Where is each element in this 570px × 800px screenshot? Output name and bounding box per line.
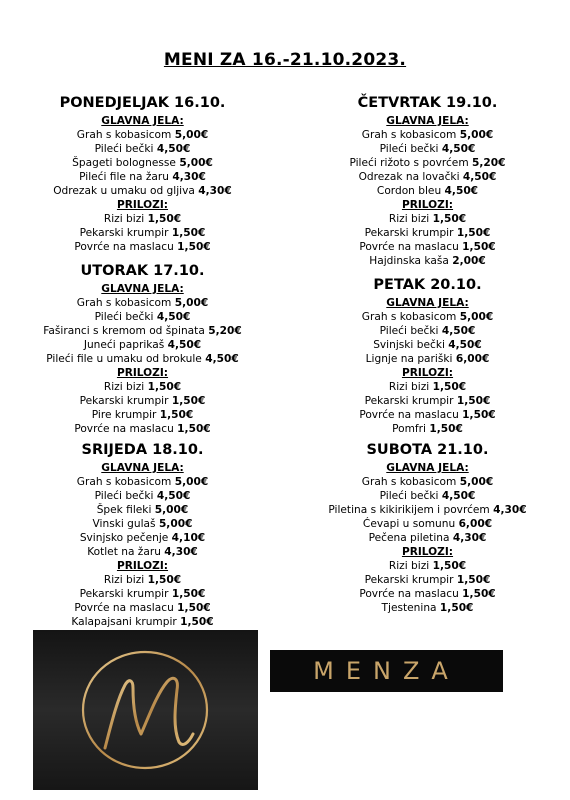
main-dishes-heading: GLAVNA JELA: [386, 462, 469, 474]
day-title: ČETVRTAK 19.10. [357, 95, 498, 111]
dish-name: Pečena piletina [368, 532, 450, 544]
side-price: 1,50€ [171, 227, 206, 239]
side-name: Pekarski krumpir [79, 588, 169, 600]
menu-item [0, 517, 285, 531]
side-price: 1,50€ [180, 616, 214, 628]
day-title: PONEDJELJAK 16.10. [59, 95, 226, 111]
side-name: Tjestenina [381, 602, 437, 614]
dish-name: Odrezak na lovački [358, 171, 460, 183]
side-item [0, 587, 285, 601]
dish-price: 5,00€ [459, 129, 494, 141]
sides-heading: PRILOZI: [401, 199, 454, 211]
side-item [285, 587, 570, 601]
sides-heading: PRILOZI: [116, 199, 169, 211]
dish-name: Pileći rižoto s povrćem [349, 157, 469, 169]
dish-price: 4,50€ [156, 311, 191, 323]
side-price: 1,50€ [432, 213, 467, 225]
side-price: 1,50€ [462, 588, 496, 600]
dish-price: 5,00€ [459, 476, 494, 488]
menu-item [0, 156, 285, 170]
main-dishes-heading: GLAVNA JELA: [386, 115, 469, 127]
side-price: 1,50€ [171, 395, 206, 407]
menu-item [285, 352, 570, 366]
dish-price: 5,00€ [154, 504, 189, 516]
menu-item [285, 170, 570, 184]
dish-name: Pileći bečki [94, 143, 154, 155]
dish-name: Cordon bleu [376, 185, 442, 197]
menu-item [285, 531, 570, 545]
dish-price: 4,50€ [441, 490, 476, 502]
menu-item [0, 531, 285, 545]
dish-price: 4,30€ [198, 185, 232, 197]
dish-name: Grah s kobasicom [361, 311, 457, 323]
side-name: Povrće na maslacu [74, 602, 174, 614]
day-friday [285, 276, 570, 436]
side-item [0, 240, 285, 254]
dish-price: 4,30€ [164, 546, 198, 558]
side-item [0, 212, 285, 226]
dish-price: 5,00€ [174, 476, 209, 488]
side-name: Rizi bizi [103, 213, 145, 225]
menu-item [285, 142, 570, 156]
side-name: Povrće na maslacu [359, 241, 459, 253]
menu-item [285, 310, 570, 324]
side-price: 1,50€ [432, 381, 467, 393]
main-dishes-heading: GLAVNA JELA: [101, 283, 184, 295]
dish-price: 5,00€ [174, 297, 209, 309]
dish-price: 4,50€ [441, 143, 476, 155]
dish-name: Piletina s kikirikijem i povrćem [328, 504, 490, 516]
dish-name: Svinjsko pečenje [79, 532, 169, 544]
day-monday [0, 94, 285, 254]
side-price: 1,50€ [432, 560, 467, 572]
menu-item [0, 352, 285, 366]
dish-price: 5,20€ [472, 157, 506, 169]
day-title: SRIJEDA 18.10. [81, 442, 204, 458]
side-name: Rizi bizi [103, 574, 145, 586]
side-price: 1,50€ [462, 409, 496, 421]
side-name: Rizi bizi [103, 381, 145, 393]
side-name: Povrće na maslacu [359, 588, 459, 600]
dish-name: Špageti bolognesse [72, 157, 176, 169]
dish-name: Grah s kobasicom [76, 476, 172, 488]
menu-item [285, 475, 570, 489]
dish-name: Grah s kobasicom [76, 129, 172, 141]
dish-name: Faširanci s kremom od špinata [43, 325, 205, 337]
day-thursday [285, 94, 570, 268]
side-item [285, 254, 570, 268]
side-item [285, 408, 570, 422]
side-price: 1,50€ [456, 574, 491, 586]
dish-name: Pileći bečki [94, 311, 154, 323]
menu-item [0, 128, 285, 142]
side-name: Pekarski krumpir [364, 227, 454, 239]
side-price: 1,50€ [147, 213, 182, 225]
side-price: 1,50€ [177, 241, 211, 253]
side-name: Rizi bizi [388, 560, 430, 572]
dish-price: 5,00€ [179, 157, 213, 169]
menu-item [0, 324, 285, 338]
menu-item [285, 503, 570, 517]
dish-name: Pileći bečki [379, 490, 439, 502]
side-item [0, 601, 285, 615]
menu-item [0, 503, 285, 517]
sides-heading: PRILOZI: [116, 367, 169, 379]
side-name: Povrće na maslacu [359, 409, 459, 421]
dish-price: 4,50€ [462, 171, 497, 183]
side-price: 1,50€ [171, 588, 206, 600]
dish-name: Grah s kobasicom [361, 129, 457, 141]
side-name: Pire krumpir [91, 409, 157, 421]
sides-heading: PRILOZI: [116, 560, 169, 572]
side-item [285, 394, 570, 408]
dish-name: Svinjski bečki [373, 339, 445, 351]
side-price: 2,00€ [452, 255, 486, 267]
dish-price: 4,50€ [441, 325, 476, 337]
menu-item [285, 324, 570, 338]
side-price: 1,50€ [439, 602, 474, 614]
side-price: 1,50€ [159, 409, 194, 421]
dish-price: 4,30€ [452, 532, 487, 544]
day-title: UTORAK 17.10. [80, 263, 205, 279]
dish-price: 4,50€ [156, 490, 191, 502]
side-item [285, 559, 570, 573]
side-price: 1,50€ [462, 241, 496, 253]
menu-item [285, 517, 570, 531]
side-item [0, 226, 285, 240]
menza-wordmark: MENZA [270, 650, 503, 692]
dish-name: Grah s kobasicom [76, 297, 172, 309]
menu-item [0, 489, 285, 503]
side-item [0, 422, 285, 436]
menu-item [285, 184, 570, 198]
dish-price: 6,00€ [455, 353, 490, 365]
menu-item [0, 296, 285, 310]
menu-item [0, 545, 285, 559]
main-dishes-heading: GLAVNA JELA: [101, 462, 184, 474]
dish-price: 4,50€ [448, 339, 482, 351]
side-item [0, 615, 285, 629]
dish-name: Vinski gulaš [92, 518, 156, 530]
menu-item [285, 338, 570, 352]
side-name: Povrće na maslacu [74, 241, 174, 253]
side-name: Povrće na maslacu [74, 423, 174, 435]
menu-item [285, 156, 570, 170]
side-item [285, 601, 570, 615]
side-name: Rizi bizi [388, 213, 430, 225]
side-item [0, 573, 285, 587]
dish-name: Pileći bečki [379, 143, 439, 155]
side-name: Kalapajsani krumpir [71, 616, 177, 628]
dish-price: 4,50€ [205, 353, 239, 365]
side-name: Hajdinska kaša [369, 255, 449, 267]
side-price: 1,50€ [429, 423, 463, 435]
dish-price: 5,00€ [174, 129, 209, 141]
side-item [0, 380, 285, 394]
side-name: Pekarski krumpir [364, 395, 454, 407]
dish-name: Pileći bečki [94, 490, 154, 502]
dish-price: 4,50€ [167, 339, 202, 351]
side-item [0, 408, 285, 422]
main-dishes-heading: GLAVNA JELA: [386, 297, 469, 309]
side-price: 1,50€ [147, 381, 182, 393]
dish-price: 4,10€ [171, 532, 206, 544]
day-saturday [285, 441, 570, 615]
side-name: Rizi bizi [388, 381, 430, 393]
day-tuesday [0, 262, 285, 436]
side-item [285, 212, 570, 226]
side-price: 1,50€ [456, 227, 491, 239]
dish-name: Lignje na pariški [365, 353, 453, 365]
dish-price: 5,00€ [459, 311, 494, 323]
dish-name: Odrezak u umaku od gljiva [53, 185, 195, 197]
dish-price: 4,50€ [156, 143, 191, 155]
menu-item [285, 128, 570, 142]
dish-name: Špek fileki [96, 504, 152, 516]
side-name: Pekarski krumpir [364, 574, 454, 586]
side-name: Pekarski krumpir [79, 227, 169, 239]
m-monogram-icon [33, 630, 258, 790]
side-price: 1,50€ [147, 574, 182, 586]
side-item [285, 380, 570, 394]
side-name: Pekarski krumpir [79, 395, 169, 407]
dish-price: 5,00€ [158, 518, 193, 530]
page-title: MENI ZA 16.-21.10.2023. [163, 50, 407, 70]
dish-price: 5,20€ [208, 325, 242, 337]
dish-price: 4,30€ [493, 504, 527, 516]
day-title: SUBOTA 21.10. [366, 442, 489, 458]
menu-item [0, 170, 285, 184]
day-wednesday [0, 441, 285, 629]
main-dishes-heading: GLAVNA JELA: [101, 115, 184, 127]
dish-name: Grah s kobasicom [361, 476, 457, 488]
dish-name: Pileći bečki [379, 325, 439, 337]
side-item [0, 394, 285, 408]
menu-item [285, 489, 570, 503]
dish-name: Ćevapi u somunu [362, 518, 456, 530]
dish-name: Juneći paprikaš [83, 339, 165, 351]
dish-name: Pileći file u umaku od brokule [46, 353, 202, 365]
side-item [285, 573, 570, 587]
side-item [285, 226, 570, 240]
dish-price: 4,30€ [172, 171, 206, 183]
dish-name: Kotlet na žaru [87, 546, 161, 558]
side-price: 1,50€ [177, 602, 211, 614]
day-title: PETAK 20.10. [373, 277, 482, 293]
sides-heading: PRILOZI: [401, 367, 454, 379]
side-item [285, 422, 570, 436]
dish-price: 6,00€ [458, 518, 493, 530]
side-price: 1,50€ [177, 423, 211, 435]
sides-heading: PRILOZI: [401, 546, 454, 558]
menu-item [0, 338, 285, 352]
menza-m-logo [33, 630, 258, 790]
dish-price: 4,50€ [444, 185, 479, 197]
menu-item [0, 184, 285, 198]
side-name: Pomfri [392, 423, 426, 435]
side-item [285, 240, 570, 254]
side-price: 1,50€ [456, 395, 491, 407]
dish-name: Pileći file na žaru [79, 171, 169, 183]
menu-item [0, 475, 285, 489]
menu-item [0, 142, 285, 156]
menu-item [0, 310, 285, 324]
